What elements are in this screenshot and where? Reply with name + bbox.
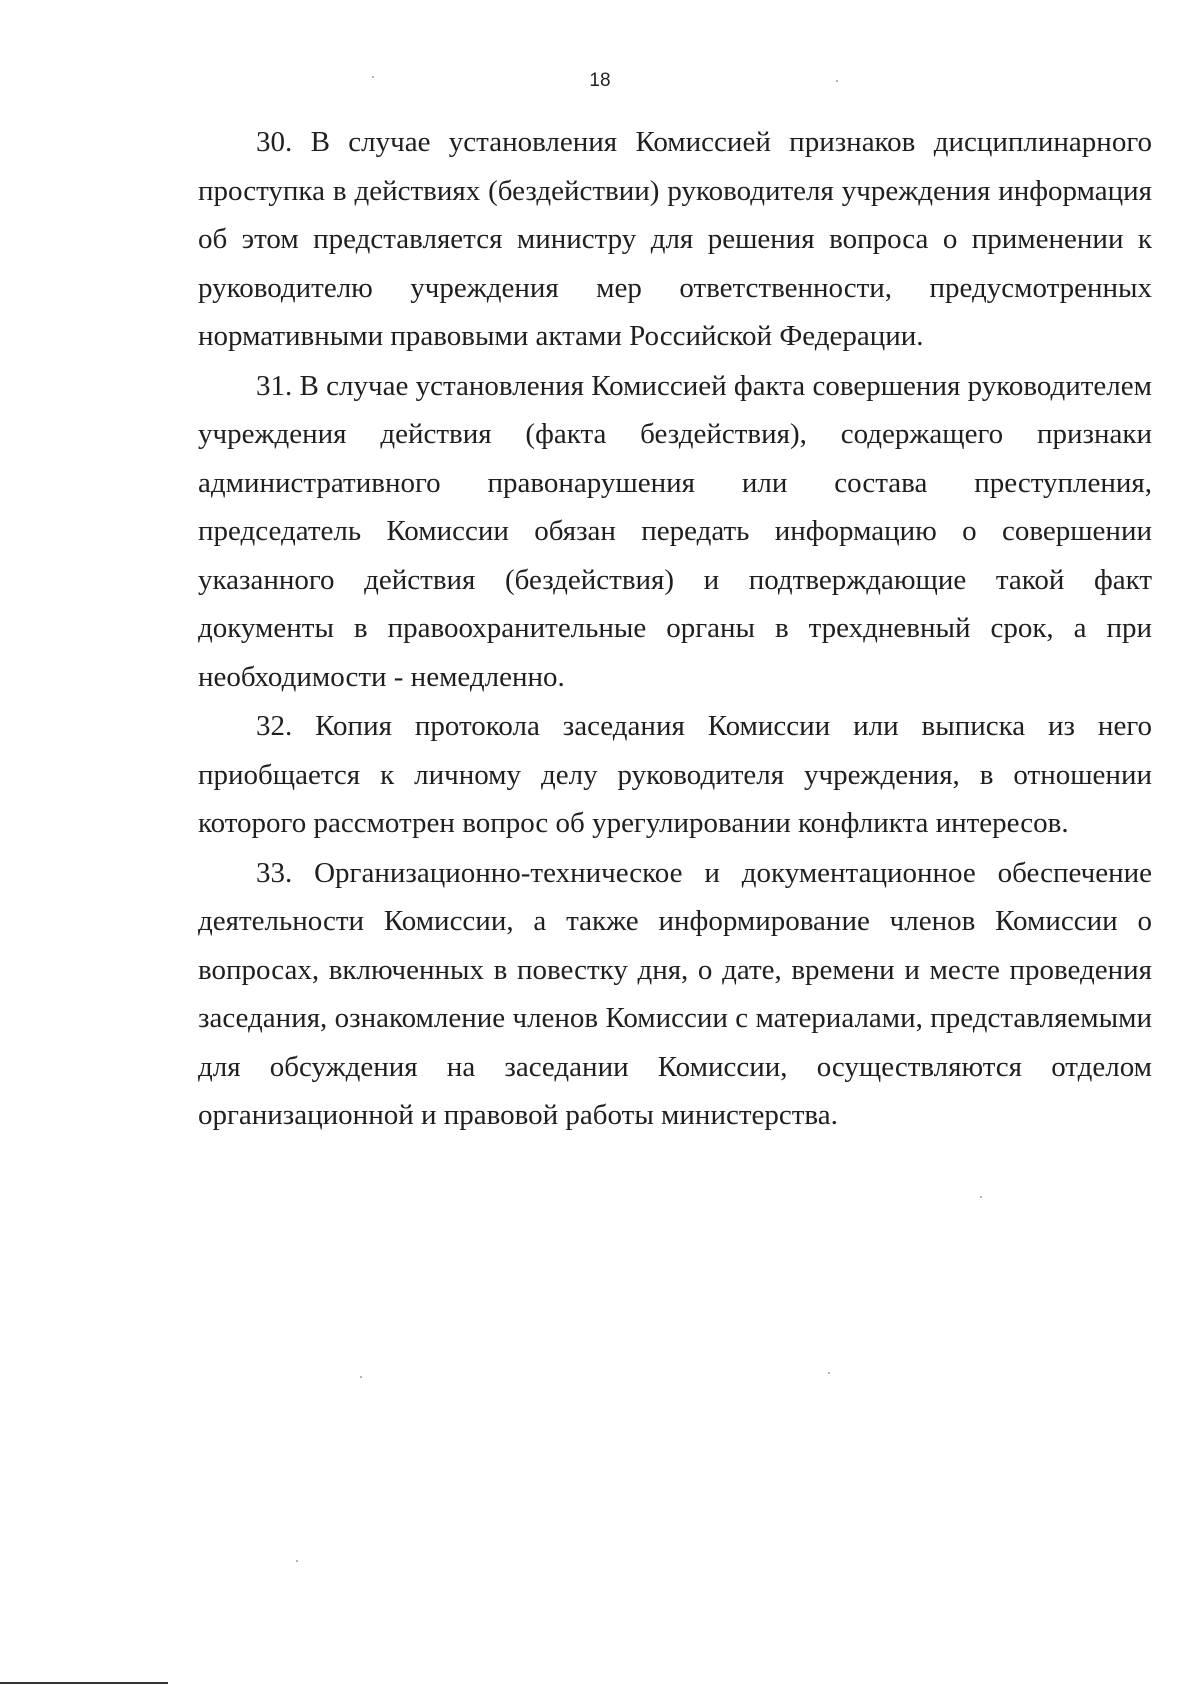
scan-speck <box>828 1372 830 1374</box>
document-body <box>198 118 1152 1140</box>
scan-speck <box>372 76 374 78</box>
scan-speck <box>980 1196 982 1198</box>
scan-speck <box>360 1376 362 1378</box>
paragraph-33: 33. Организационно-техническое и документационное обеспечение деятельности Комиссии, а также информирование членов Комиссии о вопросах, включенных в повестку дня, о дате, времени и месте проведения заседания, ознакомление членов Комиссии с материалами, представляемыми для обсуждения на заседании Комиссии, осуществляются отделом организационной и правовой работы министерства. <box>198 856 1152 1131</box>
paragraph-32: 32. Копия протокола заседания Комиссии или выписка из него приобщается к личному делу руководителя учреждения, в отношении которого рассмотрен вопрос об урегулировании конфликта интересов. <box>198 710 1152 839</box>
scan-speck <box>296 1560 298 1562</box>
paragraph-30: 30. В случае установления Комиссией признаков дисциплинарного проступка в действиях (бездействии) руководителя учреждения информация об этом представляется министру для решения вопроса о применении к руководителю учреждения мер ответственности, предусмотренных нормативными правовыми актами Российской Федерации. <box>198 126 1152 352</box>
scan-speck <box>836 80 838 82</box>
paragraph-31: 31. В случае установления Комиссией факта совершения руководителем учреждения действия (факта бездействия), содержащего признаки административного правонарушения или состава преступления, председатель Комиссии обязан передать информацию о совершении указанного действия (бездействия) и подтверждающие такой факт документы в правоохранительные органы в трехдневный срок, а при необходимости - немедленно. <box>198 369 1152 693</box>
page-number: 18 <box>589 70 611 91</box>
scan-edge-line <box>0 1682 168 1684</box>
